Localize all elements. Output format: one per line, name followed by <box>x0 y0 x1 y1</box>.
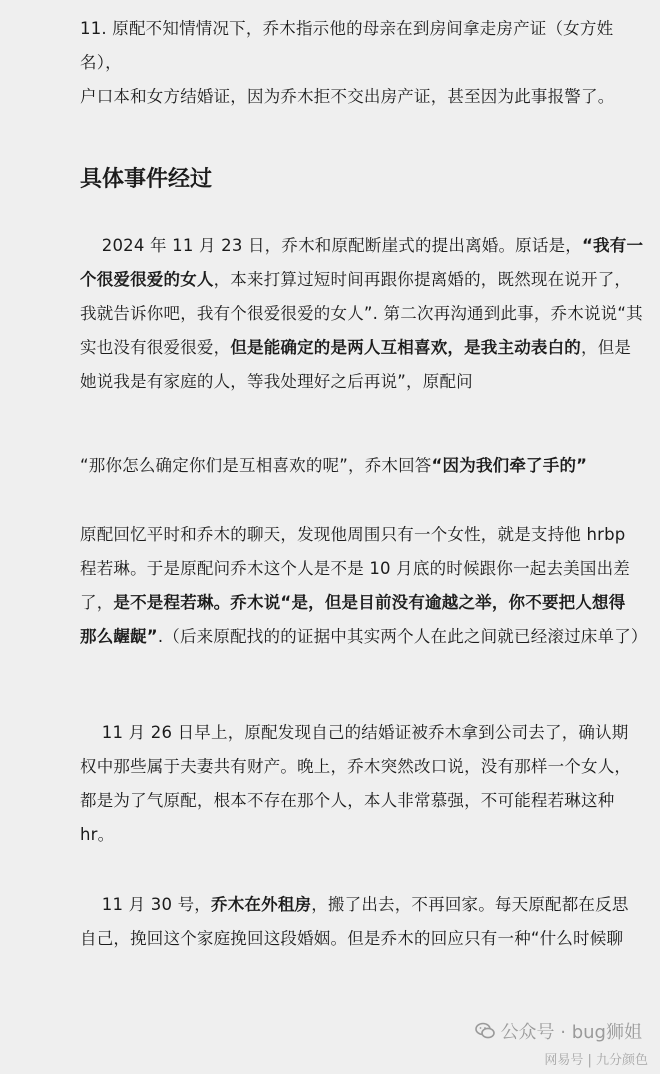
para4-line1: 11 月 26 日早上，原配发现自己的结婚证被乔木拿到公司去了，确认期 <box>80 723 629 742</box>
paragraph-5 <box>80 888 650 956</box>
section-heading: 具体事件经过 <box>80 167 213 192</box>
para5-line1c: ，搬了出去，不再回家。每天原配都在反思 <box>311 895 629 914</box>
wechat-watermark <box>475 1018 642 1044</box>
wechat-icon <box>475 1022 495 1040</box>
item11-line1: 11. 原配不知情情况下，乔木指示他的母亲在到房间拿走房产证（女方姓名）， <box>80 19 614 72</box>
netease-watermark: 网易号 | 九分颜色 <box>544 1053 648 1068</box>
para5-line1b: 乔木在外租房 <box>211 895 312 914</box>
para1-line4c: ，但是 <box>581 338 632 357</box>
para1-line4a: 实也没有很爱很爱， <box>80 338 231 357</box>
para1-line2b: ，本来打算过短时间再跟你提离婚的，既然现在说开了， <box>213 270 632 289</box>
para2-a: “那你怎么确定你们是互相喜欢的呢”，乔木回答 <box>80 456 432 475</box>
para1-line1a: 2024 年 11 月 23 日，乔木和原配断崖式的提出离婚。原话是， <box>80 236 582 255</box>
item11-line2: 户口本和女方结婚证，因为乔木拒不交出房产证，甚至因为此事报警了。 <box>80 87 615 106</box>
paragraph-2 <box>80 449 650 483</box>
paragraph-3 <box>80 518 650 654</box>
paragraph-1 <box>80 229 650 399</box>
watermark-text: 公众号 · bug狮姐 <box>500 1022 642 1043</box>
para5-line1a: 11 月 30 号， <box>80 895 212 914</box>
para3-line2: 程若琳。于是原配问乔木这个人是不是 10 月底的时候跟你一起去美国出差 <box>80 559 630 578</box>
para4-line3: 都是为了气原配，根本不存在那个人，本人非常慕强，不可能程若琳这种 <box>80 791 615 810</box>
para2-b: “因为我们牵了手的” <box>431 456 588 475</box>
para1-line4b: 但是能确定的是两人互相喜欢，是我主动表白的 <box>230 338 582 357</box>
para3-line1: 原配回忆平时和乔木的聊天，发现他周围只有一个女性，就是支持他 hrbp <box>80 525 626 544</box>
para5-line2: 自己，挽回这个家庭挽回这段婚姻。但是乔木的回应只有一种“什么时候聊 <box>80 929 624 948</box>
para3-line4a: 那么龌龊” <box>80 627 158 646</box>
para4-line4: hr。 <box>80 825 115 844</box>
para1-line5: 她说我是有家庭的人，等我处理好之后再说”，原配问 <box>80 372 473 391</box>
para1-line1b: “我有一 <box>582 236 644 255</box>
list-item-11 <box>80 12 650 114</box>
para3-line4b: .（后来原配找的的证据中其实两个人在此之间就已经滚过床单了） <box>157 627 648 646</box>
para1-line3: 我就告诉你吧，我有个很爱很爱的女人”. 第二次再沟通到此事，乔木说说“其 <box>80 304 643 323</box>
paragraph-4 <box>80 716 650 852</box>
para1-line2a: 个很爱很爱的女人 <box>80 270 214 289</box>
para3-line3b: 是不是程若琳。乔木说“是，但是目前没有逾越之举，你不要把人想得 <box>113 593 626 612</box>
para3-line3a: 了， <box>80 593 114 612</box>
para4-line2: 权中那些属于夫妻共有财产。晚上，乔木突然改口说，没有那样一个女人， <box>80 757 632 776</box>
